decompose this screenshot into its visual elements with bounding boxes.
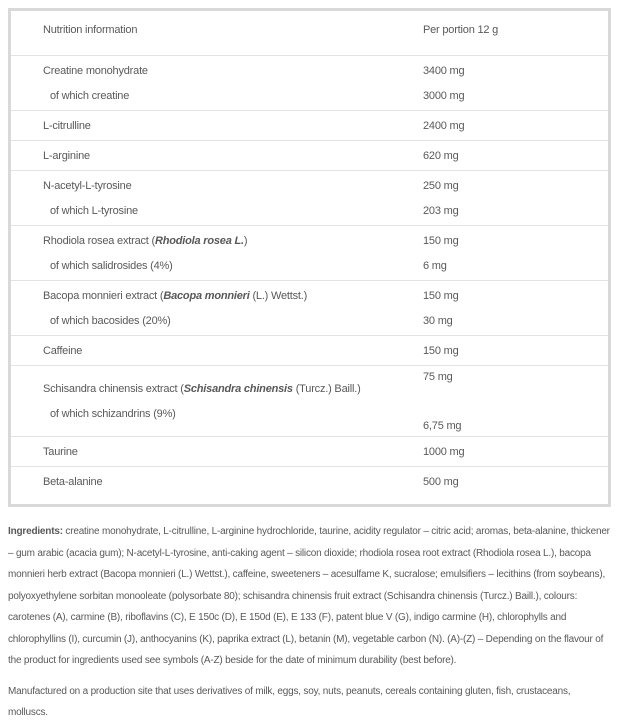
ingredients-label: Ingredients:: [8, 526, 63, 537]
nutrient-name: [11, 90, 423, 102]
nutrient-amount: 203 mg: [423, 204, 459, 217]
table-header: [11, 11, 608, 55]
allergen-notice: Manufactured on a production site that uses derivatives of milk, eggs, soy, nuts, peanuts, cereals containing gluten, fish, crustaceans, molluscs.: [8, 685, 571, 718]
nutrient-amount: 1000 mg: [423, 445, 465, 458]
nutrient-name-text: N-acetyl-L-tyrosine: [43, 179, 132, 192]
nutrient-name-text: (L.) Wettst.): [249, 289, 308, 302]
nutrient-name-text: L-citrulline: [43, 119, 91, 132]
table-row-group: [11, 140, 608, 170]
nutrient-name: [11, 65, 423, 77]
nutrient-name-text: of which bacosides (20%): [50, 314, 171, 327]
table-row-group: [11, 110, 608, 140]
table-row: [11, 469, 608, 494]
nutrient-name: [11, 315, 423, 327]
ingredients-text: creatine monohydrate, L-citrulline, L-arginine hydrochloride, taurine, acidity regulator – citric acid; aromas, beta-alanine, thickener – gum arabic (acacia gum); N-acetyl-L-tyrosine, anti-caking agent – silicon dioxide; rhodiola rosea root extract (Rhodiola rosea L.), bacopa monnieri herb extract (Bacopa monnieri (L.) Wettst.), caffeine, sweeteners – acesulfame K, sucralose; emulsifiers – lecithins (from soybeans), polyoxyethylene sorbitan monooleate (polysorbate 80); schisandra chinensis fruit extract (Schisandra chinensis (Turcz.) Baill.), colours: carotenes (A), carmine (B), riboflavins (C), E 150c (D), E 150d (E), E 133 (F), patent blue V (G), indigo carmine (H), chlorophylls and chlorophyllins (I), curcumin (J), anthocyanins (K), paprika extract (L), betanin (M), vegetable carbon (N). (A)-(Z) – Depending on the flavour of the product for ingredients used see symbols (A-Z) beside for the date of minimum durability (best before).: [8, 526, 610, 666]
nutrient-amount: 250 mg: [423, 179, 459, 192]
nutrient-name: [11, 345, 423, 357]
species-name: Bacopa monnieri: [163, 289, 250, 302]
ingredients-paragraph: [8, 521, 611, 672]
nutrient-name: [11, 180, 423, 192]
table-row: [11, 439, 608, 464]
nutrient-name-text: Rhodiola rosea extract (: [43, 234, 155, 247]
nutrient-name-text: Schisandra chinensis extract (: [43, 382, 184, 395]
table-row-group: [11, 170, 608, 225]
nutrient-name-text: ): [243, 234, 248, 247]
nutrient-amount: 150 mg: [423, 344, 459, 357]
table-row-group: [11, 335, 608, 365]
table-row-group: [11, 55, 608, 110]
table-row: [11, 113, 608, 138]
nutrient-amount: 500 mg: [423, 475, 459, 488]
nutrient-name: [11, 150, 423, 162]
table-header-per-portion: Per portion 12 g: [423, 24, 499, 36]
nutrient-name-text: of which creatine: [50, 89, 130, 102]
table-row: [11, 58, 608, 83]
nutrient-amount: 620 mg: [423, 149, 459, 162]
table-body: [11, 55, 608, 504]
nutrient-name-text: of which salidrosides (4%): [50, 259, 173, 272]
table-row: [11, 198, 608, 223]
table-row: [11, 283, 608, 308]
table-row: [11, 308, 608, 333]
table-row: [11, 173, 608, 198]
species-name: Schisandra chinensis: [183, 382, 293, 395]
nutrient-amount: 30 mg: [423, 314, 453, 327]
table-row: [11, 228, 608, 253]
table-row: [11, 338, 608, 363]
nutrient-amount: 150 mg: [423, 289, 459, 302]
table-row-group: [11, 466, 608, 504]
table-row: [11, 83, 608, 108]
nutrient-name-text: (Turcz.) Baill.): [292, 382, 361, 395]
nutrient-name: [11, 120, 423, 132]
nutrition-table: [8, 8, 611, 507]
nutrient-name: [11, 260, 423, 272]
table-row-group: [11, 365, 608, 436]
nutrient-name-text: Bacopa monnieri extract (: [43, 289, 164, 302]
nutrient-name: [11, 383, 423, 395]
nutrient-name-text: Creatine monohydrate: [43, 64, 148, 77]
nutrient-amount: 6,75 mg: [423, 419, 462, 432]
nutrient-amount: 150 mg: [423, 234, 459, 247]
nutrient-name-text: of which L-tyrosine: [50, 204, 138, 217]
nutrient-name-text: Beta-alanine: [43, 475, 103, 488]
nutrient-name: [11, 476, 423, 488]
nutrient-name: [11, 235, 423, 247]
table-row: [11, 143, 608, 168]
table-row: [11, 401, 608, 432]
nutrient-name: [11, 205, 423, 217]
nutrient-name-text: of which schizandrins (9%): [50, 407, 176, 420]
nutrient-name: [11, 408, 423, 420]
table-row: [11, 370, 608, 401]
table-row: [11, 253, 608, 278]
table-row-group: [11, 225, 608, 280]
table-row-group: [11, 436, 608, 466]
nutrient-name-text: Caffeine: [43, 344, 83, 357]
nutrient-amount: 6 mg: [423, 259, 447, 272]
nutrient-amount: 3000 mg: [423, 89, 465, 102]
nutrient-name: [11, 290, 423, 302]
nutrient-amount: 2400 mg: [423, 119, 465, 132]
table-row-group: [11, 280, 608, 335]
species-name: Rhodiola rosea L.: [154, 234, 244, 247]
nutrient-name-text: Taurine: [43, 445, 78, 458]
nutrient-name-text: L-arginine: [43, 149, 90, 162]
nutrient-amount: 3400 mg: [423, 64, 465, 77]
nutrient-name: [11, 446, 423, 458]
nutrient-amount: 75 mg: [423, 370, 453, 383]
table-header-title: Nutrition information: [43, 24, 138, 36]
